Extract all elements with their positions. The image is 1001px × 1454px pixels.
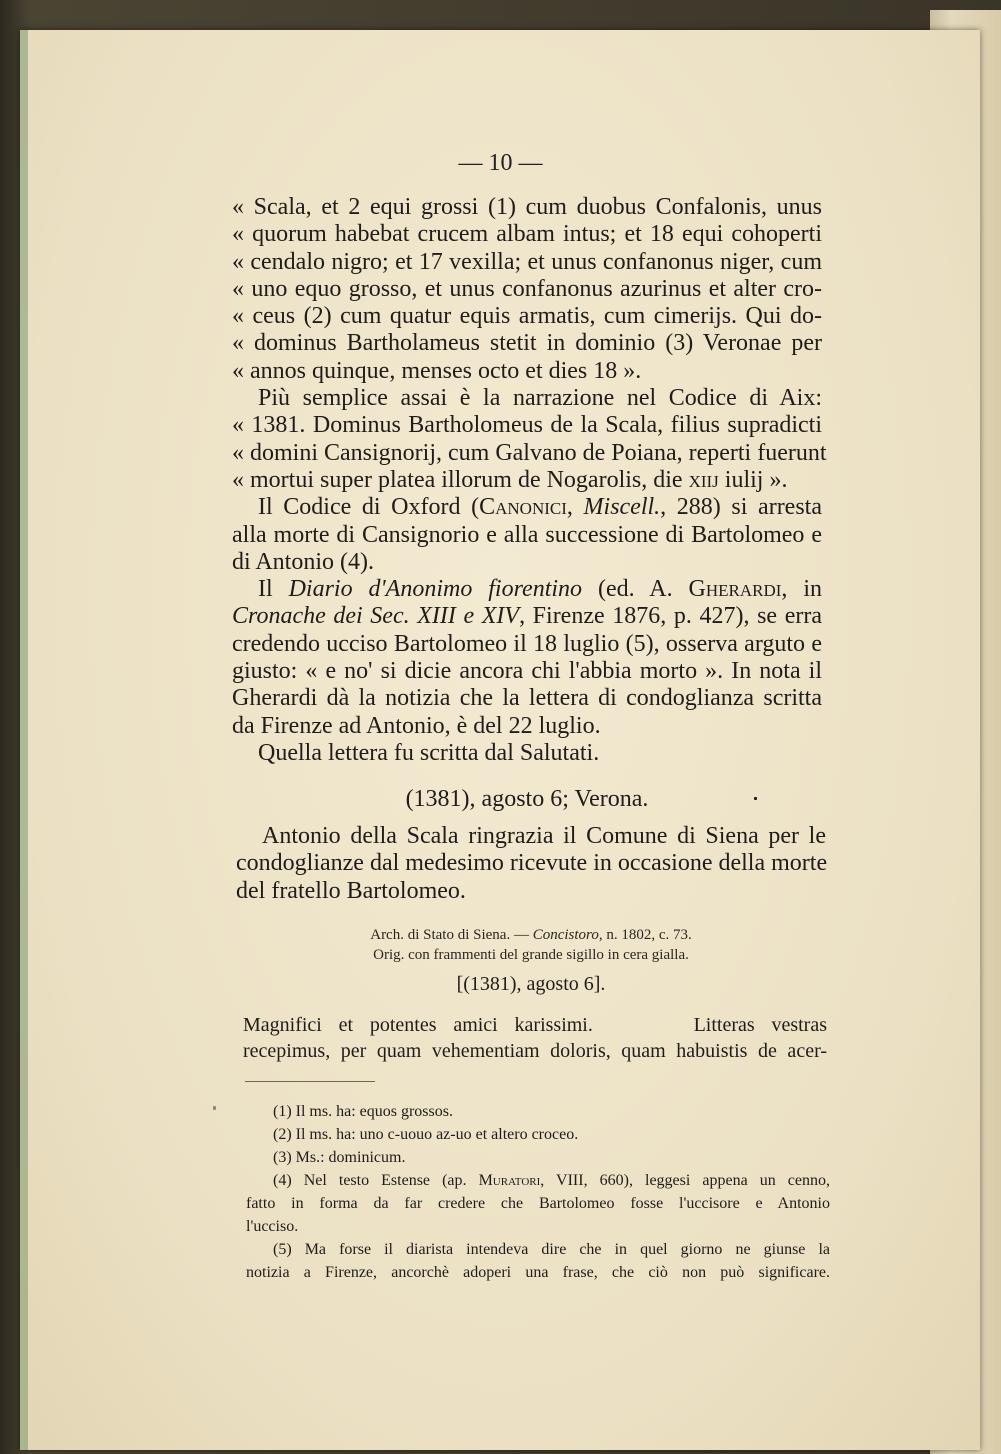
footnotes [246, 1100, 830, 1284]
archive-reference [236, 925, 826, 965]
document-summary [236, 823, 826, 905]
text-line: « quorum habebat crucem albam intus; et 18 equi cohoperti [232, 221, 822, 248]
footnote-continuation: l'ucciso. [246, 1218, 299, 1235]
main-text [232, 194, 827, 767]
letter-date: [(1381), agosto 6]. [456, 973, 606, 995]
footnote-divider [245, 1081, 375, 1082]
document-date-heading: (1381), agosto 6; Verona. [405, 786, 649, 812]
text-line: Cronache dei Sec. XIII e XIV, Firenze 1876, p. 427), se erra [232, 603, 822, 630]
text-line: recepimus, per quam vehementiam doloris, quam habuistis de acer- [243, 1040, 827, 1062]
text-line: Quella lettera fu scritta dal Salutati. [258, 739, 600, 766]
text-line: « uno equo grosso, et unus confanonus azurinus et alter cro- [232, 275, 822, 302]
ink-speck [754, 797, 757, 800]
text-line: credendo ucciso Bartolomeo il 18 luglio (5), osserva arguto e [232, 630, 822, 657]
text-line: giusto: « e no' si dicie ancora chi l'abbia morto ». In nota il [232, 658, 822, 685]
text-line: « annos quinque, menses octo et dies 18 ». [232, 357, 642, 384]
text-line: Il Diario d'Anonimo fiorentino (ed. A. Gherardi, in [258, 576, 822, 603]
text-line: « cendalo nigro; et 17 vexilla; et unus confanonus niger, cum [232, 248, 822, 275]
footnote: (5) Ma forse il diarista intendeva dire che in quel giorno ne giunse la [273, 1241, 830, 1258]
text-line: Il Codice di Oxford (Canonici, Miscell., 288) si arresta [258, 494, 822, 521]
footnote: (1) Il ms. ha: equos grossos. [273, 1103, 453, 1120]
ink-speck [213, 1106, 216, 1110]
text-line: « domini Cansignorij, cum Galvano de Poiana, reperti fuerunt [232, 439, 827, 466]
text-line: del fratello Bartolomeo. [236, 877, 466, 904]
text-line: « ceus (2) cum quatur equis armatis, cum cimerijs. Qui do- [232, 303, 822, 330]
archive-line: Arch. di Stato di Siena. — Concistoro, n. 1802, c. 73. [370, 927, 692, 943]
footnote: (3) Ms.: dominicum. [273, 1149, 406, 1166]
footnote: (2) Il ms. ha: uno c-uouo az-uo et altero croceo. [273, 1126, 579, 1143]
text-line: alla morte di Cansignorio e alla successione di Bartolomeo e [232, 521, 822, 548]
text-line: « Scala, et 2 equi grossi (1) cum duobus Confalonis, unus [232, 194, 822, 220]
text-line: Antonio della Scala ringrazia il Comune di Siena per le [262, 823, 826, 849]
letter-text [243, 1012, 827, 1064]
text-line: di Antonio (4). [232, 548, 374, 575]
text-line: Magnifici et potentes amici karissimi. Litteras vestras [243, 1014, 827, 1036]
text-line: Più semplice assai è la narrazione nel Codice di Aix: [258, 385, 822, 412]
spine-binding [20, 30, 28, 1450]
text-line: « 1381. Dominus Bartholomeus de la Scala, filius supradicti [232, 412, 822, 439]
footnote: (4) Nel testo Estense (ap. Muratori, VIII, 660), leggesi appena un cenno, [273, 1172, 831, 1189]
archive-line: Orig. con frammenti del grande sigillo in cera gialla. [373, 947, 689, 963]
text-line: « mortui super platea illorum de Nogarolis, die xiij iulij ». [232, 466, 788, 493]
page-number: — 10 — [458, 150, 543, 176]
footnote-continuation: notizia a Firenze, ancorchè adoperi una frase, che ciò non può significare. [246, 1264, 830, 1281]
text-line: condoglianze dal medesimo ricevute in occasione della morte [236, 850, 828, 877]
text-line: da Firenze ad Antonio, è del 22 luglio. [232, 712, 601, 739]
text-line: Gherardi dà la notizia che la lettera di condoglianza scritta [232, 685, 822, 712]
text-line: « dominus Bartholameus stetit in dominio (3) Veronae per [232, 330, 822, 357]
footnote-continuation: fatto in forma da far credere che Bartolomeo fosse l'uccisore e Antonio [246, 1195, 830, 1212]
